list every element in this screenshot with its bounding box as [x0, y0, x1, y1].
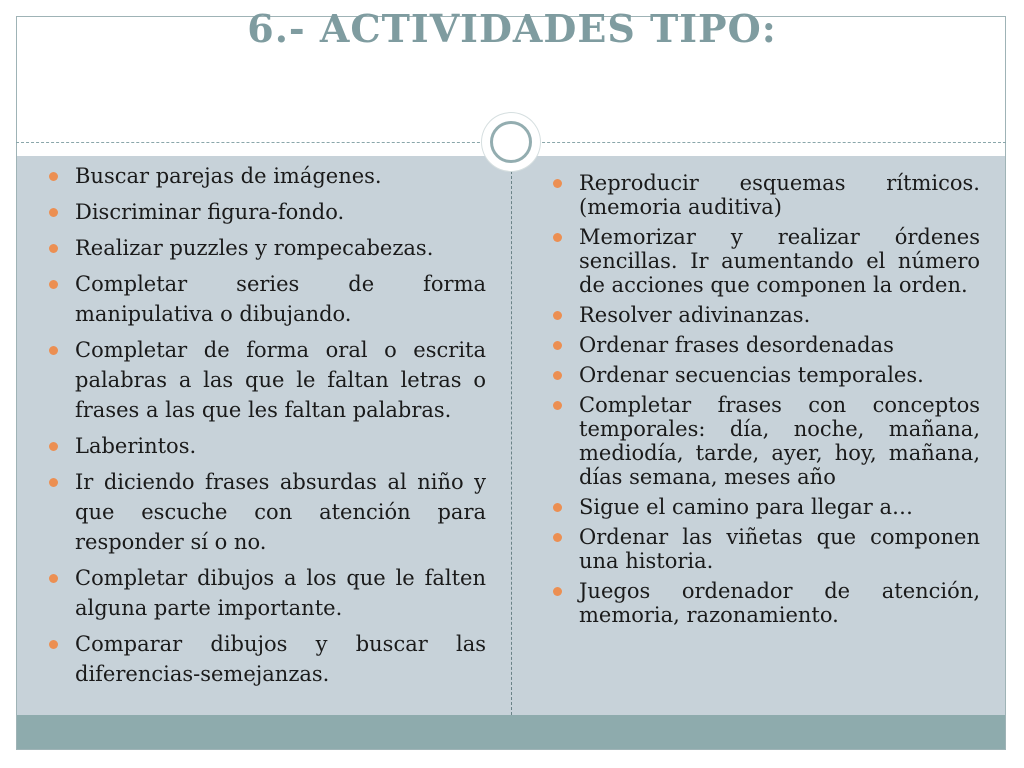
- list-item-text: Ir diciendo frases absurdas al niño y que escuche con atención para responder sí o no.: [75, 470, 486, 554]
- bullet-icon: [49, 574, 58, 583]
- list-item-text: Ordenar las viñetas que componen una historia.: [579, 525, 980, 573]
- list-item: [549, 333, 980, 357]
- list-item-text: Ordenar secuencias temporales.: [579, 363, 924, 387]
- list-item-text: Discriminar figura-fondo.: [75, 200, 345, 224]
- list-item: [45, 233, 486, 263]
- list-item: [45, 269, 486, 329]
- list-item-text: Completar series de forma manipulativa o dibujando.: [75, 272, 486, 326]
- left-activity-list: [45, 161, 486, 695]
- bullet-icon: [49, 442, 58, 451]
- list-item-text: Buscar parejas de imágenes.: [75, 164, 382, 188]
- list-item-text: Laberintos.: [75, 434, 197, 458]
- list-item-text: Completar de forma oral o escrita palabras a las que le faltan letras o frases a las que les faltan palabras.: [75, 338, 486, 422]
- list-item-text: Sigue el camino para llegar a…: [579, 495, 914, 519]
- circle-ornament-icon: [482, 113, 540, 171]
- list-item: [549, 171, 980, 219]
- list-item-text: Resolver adivinanzas.: [579, 303, 811, 327]
- bullet-icon: [49, 478, 58, 487]
- list-item: [45, 431, 486, 461]
- bullet-icon: [49, 244, 58, 253]
- list-item: [549, 363, 980, 387]
- footer-bar: [17, 715, 1005, 749]
- bullet-icon: [553, 233, 562, 242]
- list-item: [549, 393, 980, 489]
- list-item: [549, 495, 980, 519]
- bullet-icon: [553, 179, 562, 188]
- list-item: [45, 335, 486, 425]
- list-item: [549, 225, 980, 297]
- bullet-icon: [553, 371, 562, 380]
- slide-title: 6.- ACTIVIDADES TIPO:: [247, 6, 777, 51]
- bullet-icon: [553, 341, 562, 350]
- list-item-text: Completar dibujos a los que le falten alguna parte importante.: [75, 566, 486, 620]
- column-divider: [511, 156, 512, 715]
- bullet-icon: [49, 346, 58, 355]
- list-item-text: Memorizar y realizar órdenes sencillas. Ir aumentando el número de acciones que componen la orden.: [579, 225, 980, 297]
- bullet-icon: [49, 172, 58, 181]
- bullet-icon: [553, 503, 562, 512]
- list-item: [45, 467, 486, 557]
- bullet-icon: [553, 533, 562, 542]
- list-item-text: Comparar dibujos y buscar las diferencias-semejanzas.: [75, 632, 486, 686]
- list-item-text: Reproducir esquemas rítmicos. (memoria auditiva): [579, 171, 980, 219]
- bullet-icon: [553, 587, 562, 596]
- list-item-text: Ordenar frases desordenadas: [579, 333, 894, 357]
- list-item: [45, 629, 486, 689]
- bullet-icon: [553, 311, 562, 320]
- list-item-text: Realizar puzzles y rompecabezas.: [75, 236, 434, 260]
- bullet-icon: [553, 401, 562, 410]
- bullet-icon: [49, 280, 58, 289]
- right-activity-list: [549, 171, 980, 633]
- list-item: [549, 579, 980, 627]
- list-item: [549, 303, 980, 327]
- list-item: [549, 525, 980, 573]
- list-item: [45, 161, 486, 191]
- list-item: [45, 197, 486, 227]
- list-item-text: Juegos ordenador de atención, memoria, razonamiento.: [579, 579, 980, 627]
- list-item-text: Completar frases con conceptos temporales: día, noche, mañana, mediodía, tarde, ayer, hoy, mañana, días semana, meses año: [579, 393, 980, 489]
- list-item: [45, 563, 486, 623]
- bullet-icon: [49, 640, 58, 649]
- bullet-icon: [49, 208, 58, 217]
